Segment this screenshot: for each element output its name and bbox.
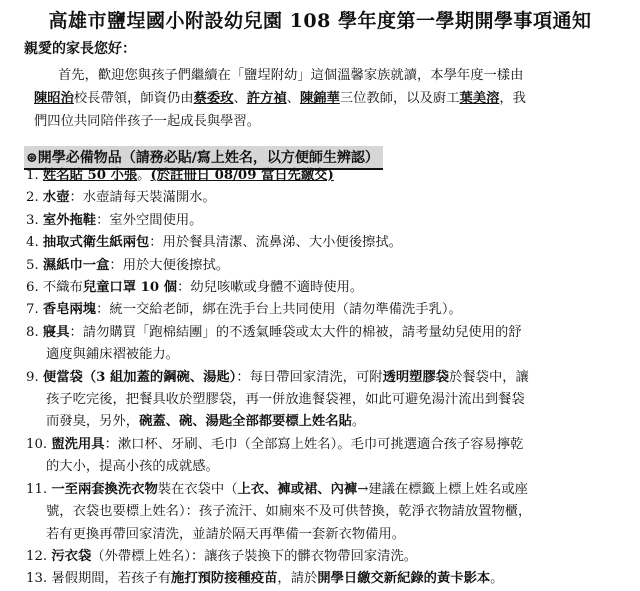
item-text: 。 (490, 571, 504, 587)
item-text: ：每日帶回家清洗，可附 (236, 369, 383, 385)
item-continuation (26, 411, 626, 433)
item-name: 一至兩套換洗衣物 (51, 481, 158, 497)
separator: 、 (286, 91, 300, 106)
item-text: 暑假期間，若孩子有 (51, 571, 172, 587)
item-number: 13. (26, 571, 52, 587)
list-item (26, 479, 626, 501)
item-text: ：統一交給老師，綁在洗手台上共同使用（請勿準備洗手乳）。 (96, 302, 462, 318)
item-name: 便當袋 (42, 369, 83, 385)
item-number: 10. (26, 436, 52, 452)
item-text: ，請於 (277, 571, 318, 587)
item-name: 盥洗用具 (51, 436, 105, 452)
item-continuation: 的大小，提高小孩的成就感。 (46, 459, 219, 475)
star-bullet-icon: ⊛ (26, 150, 38, 166)
intro-text: 們四位共同陪伴孩子一起成長與學習。 (34, 114, 261, 129)
intro-line-2 (34, 87, 614, 110)
item-number: 9. (26, 369, 43, 385)
intro-text: ，我 (499, 91, 526, 106)
list-item (26, 277, 626, 299)
item-number: 4. (26, 235, 43, 251)
item-number: 12. (26, 548, 52, 564)
intro-text: 校長帶領，師資仍由 (73, 91, 194, 106)
item-name: 寢具 (42, 324, 70, 340)
intro-line-3 (34, 110, 614, 133)
item-number: 11. (26, 481, 52, 497)
item-continuation: 若有更換再帶回家清洗，並請於隔天再準備一套新衣物備用。 (46, 526, 406, 542)
item-emphasis: 透明塑膠袋 (382, 369, 450, 385)
item-emphasis: 施打預防接種疫苗 (171, 571, 278, 587)
item-name: 抽取式衛生紙兩包 (42, 235, 150, 251)
item-number: 7. (26, 302, 43, 318)
item-number: 2. (26, 190, 43, 206)
item-text: ：幼兒咳嗽或身體不適時使用。 (177, 280, 364, 296)
list-item (26, 232, 626, 254)
item-name: 兒童口罩 10 個 (82, 280, 178, 296)
list-item (26, 299, 626, 321)
list-item (26, 367, 626, 389)
intro-line-1 (34, 64, 614, 87)
item-name: 污衣袋 (51, 548, 92, 564)
intro-text: 首先，歡迎您與孩子們繼續在「鹽埕附幼」這個溫馨家族就讀，本學年度一樣由 (58, 68, 524, 83)
item-continuation: 適度與鋪床褶被能力。 (46, 347, 179, 363)
list-item (26, 322, 626, 344)
item-text: ：水壺請每天裝滿開水。 (69, 190, 216, 206)
item-text: 。 (137, 168, 151, 183)
item-text: ：用於餐具清潔、流鼻涕、大小便後擦拭。 (149, 235, 402, 251)
list-item (26, 187, 626, 209)
item-name: 香皂兩塊 (42, 302, 97, 318)
teacher-name: 蔡委玫 (193, 91, 234, 106)
item-name: 濕紙巾一盒 (42, 257, 110, 273)
list-item (26, 546, 626, 568)
item-text: →建議在標籤上標上姓名或座 (357, 481, 528, 497)
teacher-name: 許方禎 (246, 91, 287, 106)
item-emphasis: 開學日繳交新紀錄的黃卡影本 (317, 571, 491, 587)
separator: 、 (233, 91, 247, 106)
teacher-name: 陳錦華 (299, 91, 340, 106)
notice-title: 高雄市鹽埕國小附設幼兒園 108 學年度第一學期開學事項通知 (48, 10, 592, 32)
intro-paragraph (34, 64, 614, 133)
intro-text: 三位教師，以及廚工 (339, 91, 460, 106)
item-name: 水壺 (42, 190, 70, 206)
item-continuation: 孩子吃完後，把餐具收於塑膠袋，再一併放進餐袋裡，如此可避免湯汁流出到餐袋 (46, 392, 525, 408)
item-number: 6. (26, 280, 43, 296)
item-text: 不織布 (42, 280, 83, 296)
item-text: （外帶標上姓名）：讓孩子裝換下的髒衣物帶回家清洗。 (91, 548, 418, 564)
item-emphasis: 上衣、褲或裙、內褲 (237, 481, 358, 497)
greeting: 親愛的家長您好： (24, 41, 136, 57)
list-item (26, 255, 626, 277)
item-text: 而發臭，另外， (46, 414, 140, 430)
principal-name: 陳昭治 (34, 91, 74, 106)
item-text: ：室外空間使用。 (96, 212, 203, 228)
item-text: 。 (351, 414, 366, 430)
item-emphasis: 碗蓋、碗、湯匙全部都要標上姓名貼 (139, 414, 352, 430)
section-heading-text: 開學必備物品（請務必貼/寫上姓名，以方便師生辨認） (37, 150, 379, 166)
item-note: (於註冊日 08/09 當日先繳交) (150, 168, 334, 183)
list-item (26, 165, 626, 187)
item-text: ：請勿購買「跑棉結團」的不透氣睡袋或太大件的棉被，請考量幼兒使用的舒 (69, 324, 522, 340)
list-item (26, 210, 626, 232)
cook-name: 葉美溶 (459, 91, 500, 106)
item-detail: （3 組加蓋的鋼碗、湯匙） (82, 369, 237, 385)
item-name: 室外拖鞋 (42, 212, 97, 228)
list-item (26, 568, 626, 590)
item-number: 3. (26, 212, 43, 228)
item-text: ：用於大便後擦拭。 (109, 257, 230, 273)
item-name: 姓名貼 50 小張 (42, 168, 138, 183)
item-number: 8. (26, 324, 43, 340)
item-continuation: 號，衣袋也要標上姓名）：孩子流汗、如廁來不及可供替換，乾淨衣物請放置物櫃， (46, 504, 532, 520)
item-text: ：漱口杯、牙刷、毛巾（全部寫上姓名）。毛巾可挑選適合孩子容易擰乾 (104, 436, 524, 452)
supplies-list (26, 165, 626, 591)
list-item (26, 434, 626, 456)
item-number: 1. (26, 168, 43, 183)
item-text: 裝在衣袋中（ (157, 481, 238, 497)
item-number: 5. (26, 257, 43, 273)
item-text: 於餐袋中，讓 (449, 369, 529, 385)
